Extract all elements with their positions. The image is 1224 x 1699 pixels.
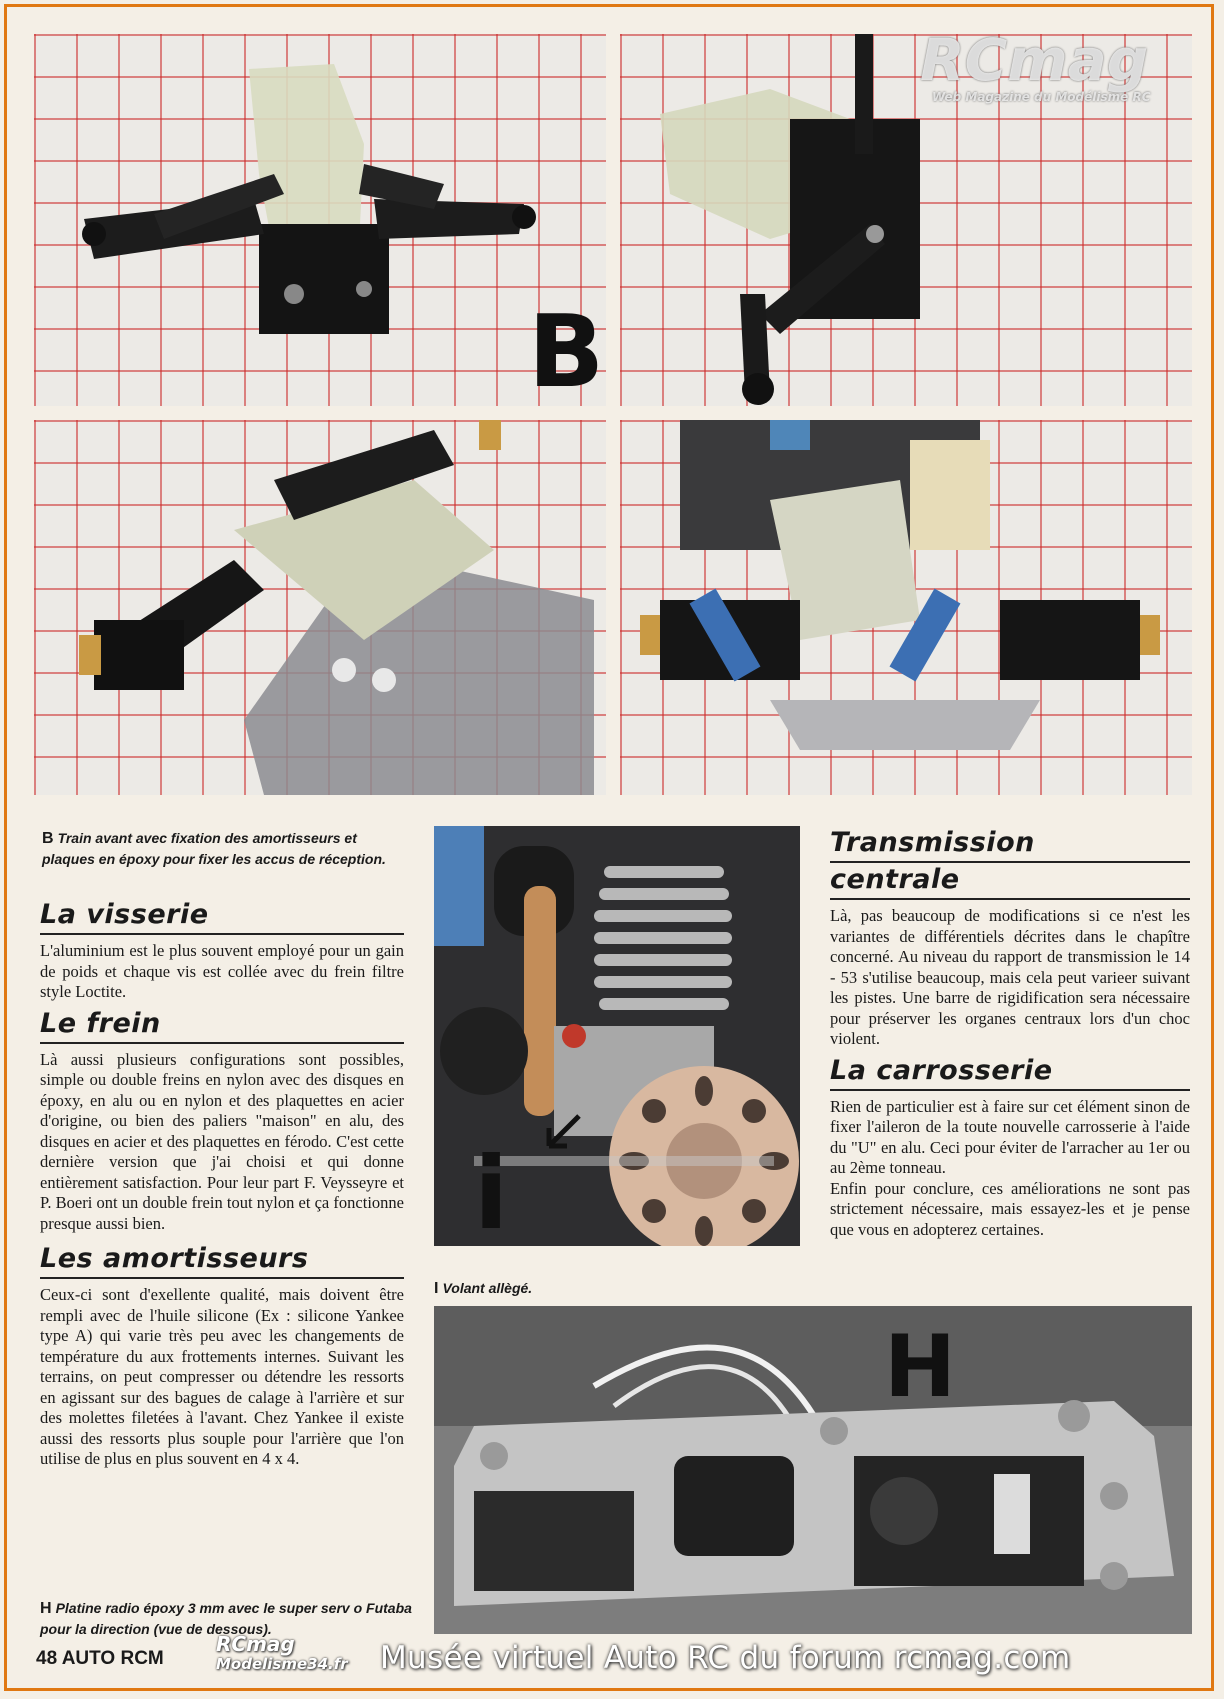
photo-engine-flywheel xyxy=(434,826,800,1246)
rcmag-watermark xyxy=(920,26,1190,104)
visserie-body: L'aluminium est le plus souvent employé pour un gain de poids et chaque vis est collée avec du frein filtre style Loctite. xyxy=(40,941,404,1001)
rcmag-watermark-subtitle: Web Magazine du Modélisme RC xyxy=(932,90,1151,104)
heading-visserie: La visserie xyxy=(40,898,404,935)
photo-chassis-mid-right xyxy=(620,420,1192,795)
photo-letter-h: H xyxy=(884,1317,956,1417)
caption-i-text: Volant allègé. xyxy=(442,1280,533,1296)
footer-logo-line1: RCmag xyxy=(216,1632,295,1656)
footer-logo-line2: Modelisme34.fr xyxy=(216,1655,348,1673)
transmission-body: Là, pas beaucoup de modifications si ce n'est les variantes de différentiels décrites dans le chapître concerné. Au niveau du rapport de transmission le 14 - 53 s'utilise beaucoup, mais cela peut varieer suivant les pistes. Une barre de rigidification sera nécessaire pour préserver les organes centraux lors d'un choc violent. xyxy=(830,906,1190,1048)
caption-b xyxy=(42,828,404,869)
frein-body: Là aussi plusieurs configurations sont possibles, simple ou double freins en nylon avec des disques en époxy, en alu ou en nylon et des plaquettes en acier d'origine, ou bien des paliers "maison" en alu, des disques en acier et des plaquettes en férodo. C'est cette dernière version que j'ai choisi et qui donne entièrement satisfaction. Pour leur part F. Veysseyre et P. Boeri ont un double frein tout nylon et ça fonctionne presque aussi bien. xyxy=(40,1049,404,1233)
photo-radio-plate xyxy=(434,1306,1192,1634)
photo-letter-b: B xyxy=(528,293,605,406)
heading-amortisseurs: Les amortisseurs xyxy=(40,1242,404,1279)
page-number: 48 AUTO RCM xyxy=(36,1648,164,1669)
caption-i-letter: I xyxy=(434,1280,439,1297)
carrosserie-body-1: Rien de particulier est à faire sur cet élément sinon de fixer l'aileron de la toute nouvelle carrosserie à l'aide du "U" en alu. Ceci pour éviter de l'arracher au 1er ou au 2ème tonneau. xyxy=(830,1096,1190,1177)
photo-letter-i: i xyxy=(474,1135,509,1246)
heading-carrosserie: La carrosserie xyxy=(830,1054,1190,1091)
photo-chassis-mid-left xyxy=(34,420,606,795)
caption-h-text: Platine radio époxy 3 mm avec le super serv o Futaba pour la direction (vue de dessous). xyxy=(40,1600,412,1637)
caption-b-letter: B xyxy=(42,830,54,847)
right-column xyxy=(830,824,1190,1244)
caption-b-text: Train avant avec fixation des amortisseurs et plaques en époxy pour fixer les accus de réception. xyxy=(42,830,386,867)
heading-transmission-line1: Transmission xyxy=(830,826,1190,863)
carrosserie-body-2: Enfin pour conclure, ces améliorations ne sont pas strictement nécessaire, mais essayez-les et je pense que vous en adopterez certaines. xyxy=(830,1178,1190,1239)
museum-caption: Musée virtuel Auto RC du forum rcmag.com xyxy=(380,1640,1071,1676)
photo-front-axle-top-left xyxy=(34,34,606,406)
footer-logo xyxy=(216,1634,348,1674)
heading-frein: Le frein xyxy=(40,1007,404,1044)
amortisseurs-body: Ceux-ci sont d'exellente qualité, mais doivent être rempli avec de l'huile silicone (Ex : silicone Yankee type A) qui varie très peu avec les changements de température du aux frottements internes. Suivant les terrains, on peut compresser ou détendre les ressorts en agissant sur des bagues de calage à l'arrière et sur des molettes filetées à l'avant. Chez Yankee il existe aussi des ressorts plus souple pour l'arrière que l'on utilise de plus en plus souvent en 4 x 4. xyxy=(40,1285,404,1468)
caption-h-letter: H xyxy=(40,1600,52,1617)
caption-i xyxy=(434,1278,800,1299)
heading-transmission-line2: centrale xyxy=(830,863,1190,900)
left-column xyxy=(40,896,404,1474)
rcmag-watermark-logo: RCmag xyxy=(920,26,1149,94)
